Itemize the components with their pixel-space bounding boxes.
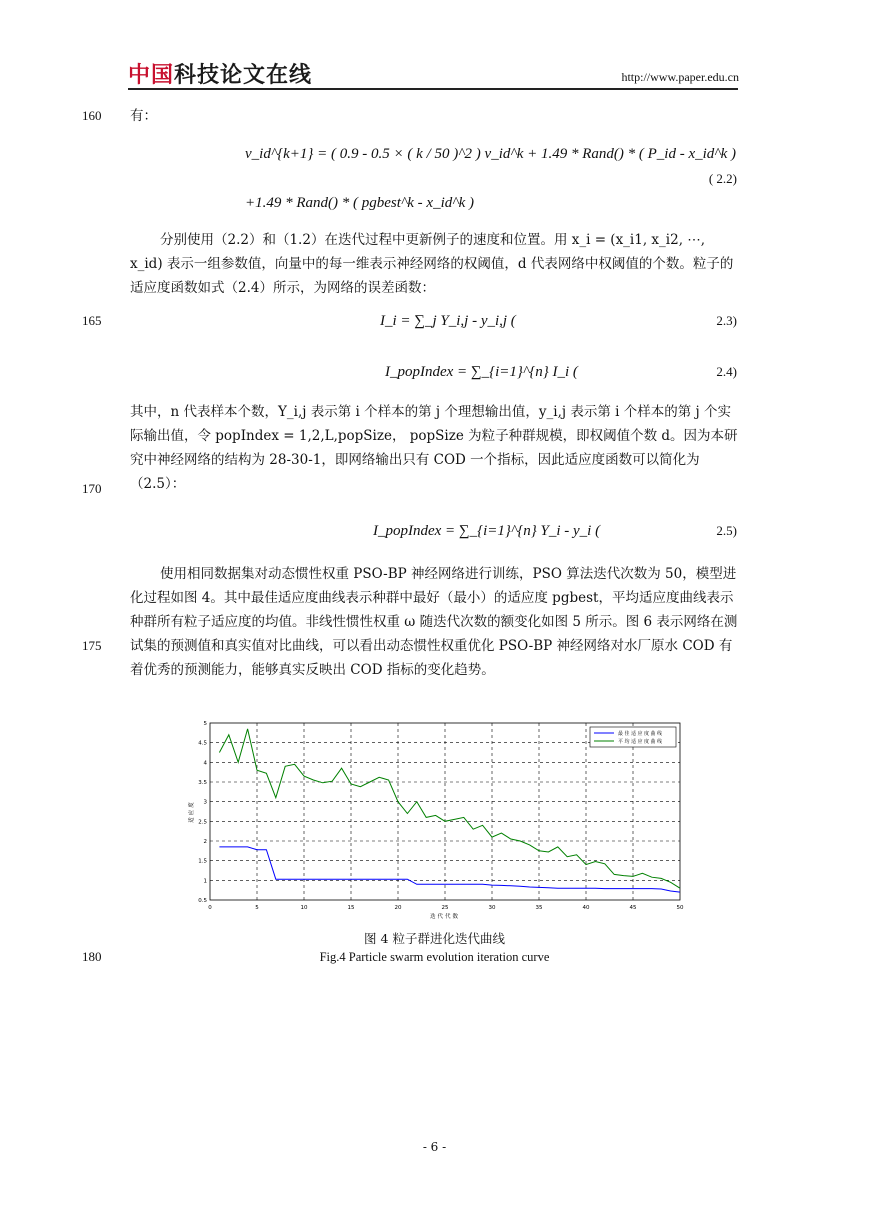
- header-url[interactable]: http://www.paper.edu.cn: [621, 70, 739, 84]
- line-number: 175: [82, 638, 102, 653]
- y-tick-label: 4: [203, 760, 207, 767]
- figure-caption-cn: 图 4 粒子群进化迭代曲线: [364, 931, 505, 946]
- text-paragraph-3: 使用相同数据集对动态惯性权重 PSO-BP 神经网络进行训练，PSO 算法迭代次数为 50，模型进化过程如图 4。其中最佳适应度曲线表示种群中最好（最小）的适应度 pgbest，平均适应度曲线表示种群所有粒子适应度的均值。非线性惯性权重 ω 随迭代次数的额变化如图 5 所示。图 6 表示网络在测试集的预测值和真实值对比曲线，可以看出动态惯性权重优化 PSO-BP 神经网络对水厂原水 COD 有着优秀的预测能力，能够真实反映出 COD 指标的变化趋势。: [130, 566, 738, 678]
- fitness-chart: [180, 715, 690, 920]
- x-tick-label: 40: [582, 905, 590, 911]
- y-tick-label: 5: [203, 721, 207, 727]
- x-tick-label: 45: [629, 905, 637, 911]
- legend-entry: 最佳适应度曲线: [618, 731, 664, 737]
- x-tick-label: 10: [300, 905, 308, 911]
- equation-2-4-number: 2.4): [716, 364, 737, 379]
- line-number: 165: [82, 313, 102, 328]
- x-tick-label: 25: [441, 905, 449, 911]
- equation-2-5: I_popIndex = ∑_{i=1}^{n} Y_i - y_i (: [373, 523, 601, 539]
- y-tick-label: 2: [203, 839, 207, 845]
- equation-2-3-number: 2.3): [716, 313, 737, 328]
- text-intro: 有：: [130, 108, 157, 124]
- x-tick-label: 30: [488, 905, 496, 911]
- equation-2-2-line2: +1.49 * Rand() * ( pgbest^k - x_id^k ): [245, 195, 474, 211]
- y-axis-label: 适应度: [189, 800, 195, 823]
- line-number: 170: [82, 481, 102, 496]
- equation-2-2-number: ( 2.2): [708, 171, 737, 186]
- y-tick-label: 2.5: [198, 819, 207, 826]
- x-tick-label: 5: [255, 905, 259, 911]
- y-tick-label: 0.5: [198, 898, 207, 904]
- x-tick-label: 0: [208, 905, 212, 911]
- y-tick-label: 4.5: [198, 740, 207, 747]
- x-axis-label: 迭代代数: [429, 914, 461, 920]
- x-tick-label: 35: [535, 905, 543, 911]
- line-number: 180: [82, 949, 102, 964]
- equation-2-4: I_popIndex = ∑_{i=1}^{n} I_i (: [385, 364, 578, 380]
- text-paragraph-2: 其中，n 代表样本个数，Y_i,j 表示第 i 个样本的第 j 个理想输出值，y_i,j 表示第 i 个样本的第 j 个实际输出值，令 popIndex = 1,2,L,popSize， popSize 为粒子种群规模，即权阈值个数 d。因为本研究中神经网络的结构为 28-30-1，即网络输出只有 COD 一个指标，因此适应度函数可以简化为（2.5）：: [130, 404, 738, 492]
- equation-2-2-line1: v_id^{k+1} = ( 0.9 - 0.5 × ( k / 50 )^2 ) v_id^k + 1.49 * Rand() * ( P_id - x_id^k ): [245, 146, 737, 162]
- line-number: 160: [82, 108, 102, 123]
- text-paragraph-1: 分别使用（2.2）和（1.2）在迭代过程中更新例子的速度和位置。用 x_i = (x_i1, x_i2, ⋯, x_id) 表示一组参数值，向量中的每一维表示神经网络的权阈值，d 代表网络中权阈值的个数。粒子的适应度函数如式（2.4）所示，为网络的误差函数：: [130, 232, 734, 296]
- page-number: - 6 -: [422, 1140, 447, 1154]
- figure-caption-en: Fig.4 Particle swarm evolution iteration curve: [319, 950, 550, 964]
- equation-2-3: I_i = ∑_j Y_i,j - y_i,j (: [380, 313, 516, 329]
- y-tick-label: 3.5: [198, 780, 207, 786]
- x-tick-label: 20: [394, 905, 402, 911]
- y-tick-label: 3: [203, 799, 207, 806]
- equation-2-5-number: 2.5): [716, 523, 737, 538]
- site-logo: 中国科技论文在线: [128, 63, 313, 88]
- x-tick-label: 15: [347, 905, 355, 911]
- legend-entry: 平均适应度曲线: [618, 739, 664, 745]
- y-tick-label: 1.5: [198, 858, 207, 865]
- x-tick-label: 50: [676, 905, 684, 911]
- header-rule: [128, 88, 738, 90]
- y-tick-label: 1: [203, 878, 207, 885]
